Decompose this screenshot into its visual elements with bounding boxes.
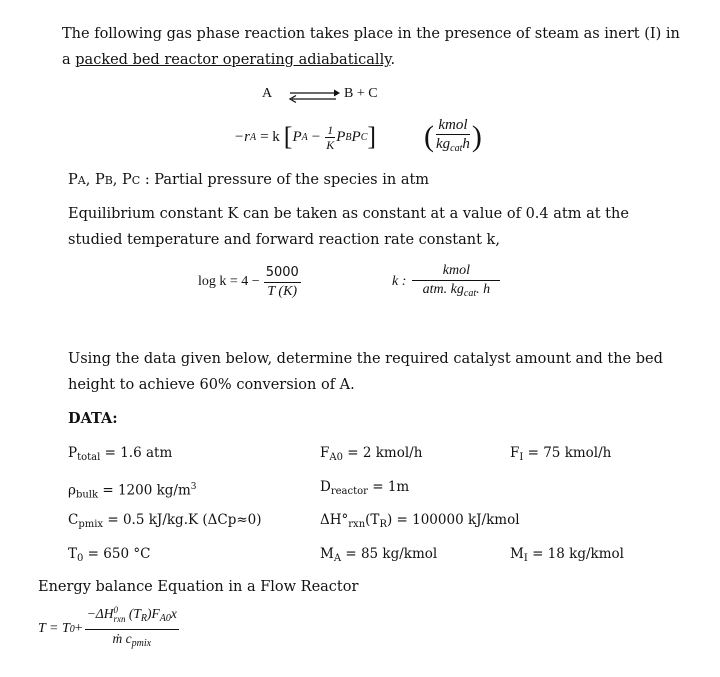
- energy-num-tail3: x: [170, 606, 177, 622]
- energy-lhs: T = T: [38, 621, 70, 636]
- t0-val: = 650 °C: [83, 546, 151, 562]
- dhrxn-mid-sub: R: [379, 519, 387, 530]
- fa0-sym: F: [320, 445, 330, 461]
- pp-sub-b: B: [104, 174, 113, 187]
- k-unit-num: kmol: [412, 263, 500, 281]
- dreactor-sym: D: [320, 479, 331, 495]
- rate-unit-den-sub: cat: [450, 143, 463, 154]
- rate-unit-den-kg: kg: [436, 136, 451, 152]
- rhobulk-val: = 1200 kg/m: [98, 482, 191, 499]
- ma-val: = 85 kg/kmol: [341, 546, 438, 562]
- energy-num-tail-sub: R: [140, 613, 147, 625]
- intro-suffix: .: [390, 52, 396, 68]
- k-unit-den-sub: cat: [463, 287, 477, 299]
- intro-prefix: a: [62, 52, 76, 68]
- mi-val: = 18 kg/kmol: [527, 546, 624, 562]
- data-dhrxn: [320, 507, 520, 538]
- logk-equation: [198, 262, 301, 302]
- energy-num-sup: 0: [113, 605, 118, 616]
- rate-frac-num: 1: [327, 122, 334, 137]
- pp-sub-c: C: [131, 174, 141, 187]
- k-unit-den-main: atm. kg: [422, 281, 464, 297]
- energy-heading: Energy balance Equation in a Flow Reactor: [38, 579, 359, 595]
- data-dreactor: [320, 474, 409, 505]
- energy-num: [85, 606, 179, 629]
- rhobulk-sym: ρ: [68, 482, 76, 499]
- energy-den-sub: pmix: [131, 637, 152, 649]
- equilibrium-line-1: Equilibrium constant K can be taken as constant at a value of 0.4 atm at the: [68, 206, 629, 222]
- data-mi: [510, 541, 624, 572]
- rate-lhs: −r: [234, 128, 250, 145]
- k-label: k :: [392, 274, 407, 289]
- fa0-val: = 2 kmol/h: [342, 445, 423, 461]
- cpmix-sub: pmix: [78, 519, 104, 530]
- ma-sym: M: [320, 546, 334, 562]
- data-fi: [510, 440, 611, 471]
- intro-line-2: [62, 47, 395, 73]
- mi-sym: M: [510, 546, 524, 562]
- k-unit-den: [421, 281, 492, 302]
- equilibrium-line-2: studied temperature and forward reaction rate constant k,: [68, 232, 500, 248]
- mi-sub: I: [523, 553, 528, 564]
- reaction-reactant: A: [262, 86, 273, 101]
- ptotal-sub: total: [77, 452, 101, 463]
- task-line-2: height to achieve 60% conversion of A.: [68, 377, 355, 393]
- fi-sub: I: [519, 452, 524, 463]
- t0-sub: 0: [77, 553, 84, 564]
- rhobulk-sup: 3: [190, 482, 197, 492]
- rate-frac-den: K: [326, 137, 335, 152]
- energy-num-tail: (T: [125, 606, 141, 622]
- rate-unit-num: kmol: [438, 117, 468, 133]
- rate-pa-sub: A: [301, 131, 308, 143]
- energy-lhs-sub: 0: [69, 623, 75, 635]
- dhrxn-val: ) = 100000 kJ/kmol: [386, 512, 520, 528]
- data-rhobulk: [68, 474, 197, 509]
- dreactor-val: = 1m: [367, 479, 410, 495]
- energy-num-main: −ΔH: [86, 606, 114, 622]
- dreactor-sub: reactor: [330, 486, 368, 497]
- pp-p-b: P: [94, 172, 105, 188]
- rate-law: [234, 118, 376, 156]
- rate-units: [424, 116, 482, 158]
- intro-line-1: The following gas phase reaction takes place in the presence of steam as inert (I) in: [62, 26, 680, 42]
- reaction-products: B + C: [344, 86, 378, 101]
- logk-fraction: [264, 265, 301, 300]
- t0-sym: T: [68, 546, 78, 562]
- k-unit-fraction: [412, 263, 500, 302]
- rate-unit-fraction: [434, 117, 472, 157]
- cpmix-sym: C: [68, 512, 79, 528]
- rate-pb: P: [336, 128, 346, 145]
- fa0-sub: A0: [329, 452, 343, 463]
- rate-fraction: [324, 124, 336, 151]
- ma-sub: A: [333, 553, 342, 564]
- rate-pc: P: [351, 128, 361, 145]
- data-cpmix: [68, 507, 262, 538]
- rate-lhs-sub: A: [249, 131, 257, 143]
- intro-underlined: packed bed reactor operating adiabatically: [75, 52, 391, 68]
- rate-unit-den: [434, 135, 472, 157]
- energy-equation: [38, 605, 179, 650]
- rate-pb-sub: B: [345, 131, 352, 143]
- rhobulk-sub: bulk: [75, 489, 99, 501]
- fi-val: = 75 kmol/h: [523, 445, 612, 461]
- data-t0: [68, 541, 150, 572]
- logk-den: T (K): [267, 283, 298, 299]
- energy-den-main: ṁ c: [112, 630, 132, 646]
- logk-lhs: log k = 4 −: [198, 274, 260, 289]
- rate-minus: −: [311, 128, 321, 145]
- pp-sub-a: A: [77, 174, 86, 187]
- ptotal-val: = 1.6 atm: [100, 445, 173, 461]
- energy-num-tail2-sub: A0: [159, 613, 171, 625]
- data-ptotal: [68, 440, 172, 471]
- rate-pc-sub: C: [360, 131, 368, 143]
- dhrxn-mid: (T: [365, 512, 380, 528]
- energy-plus: +: [74, 621, 83, 636]
- pp-p-a: P: [68, 172, 78, 188]
- right-bracket: ]: [367, 122, 377, 151]
- equilibrium-arrows-icon: [286, 88, 340, 104]
- dhrxn-sym: ΔH°: [320, 512, 349, 528]
- ptotal-sym: P: [68, 445, 78, 461]
- dhrxn-sub: rxn: [348, 519, 366, 530]
- data-heading: DATA:: [68, 410, 118, 427]
- fi-sym: F: [510, 445, 520, 461]
- rate-unit-den-tail: h: [462, 136, 470, 152]
- rate-eq: = k: [260, 128, 280, 145]
- data-ma: [320, 541, 437, 572]
- task-line-1: Using the data given below, determine the required catalyst amount and the bed: [68, 351, 663, 367]
- energy-num-sub: rxn: [113, 614, 126, 625]
- unit-left-paren: (: [424, 120, 434, 153]
- left-bracket: [: [283, 122, 293, 151]
- k-units: [392, 262, 500, 302]
- rate-pa: P: [292, 128, 302, 145]
- logk-num: 5000: [264, 265, 301, 283]
- partial-pressures: PA, PB, PC : Partial pressure of the species in atm: [68, 172, 430, 188]
- pp-p-c: P: [122, 172, 132, 188]
- energy-num-tail2: )F: [146, 606, 160, 622]
- unit-right-paren: ): [471, 120, 482, 153]
- data-fa0: [320, 440, 422, 471]
- cpmix-val: = 0.5 kJ/kg.K (ΔCp≈0): [103, 512, 262, 528]
- pp-rest: : Partial pressure of the species in atm: [144, 172, 430, 188]
- energy-fraction: [85, 606, 179, 651]
- k-unit-den-tail: . h: [476, 281, 491, 297]
- energy-den: [110, 630, 153, 652]
